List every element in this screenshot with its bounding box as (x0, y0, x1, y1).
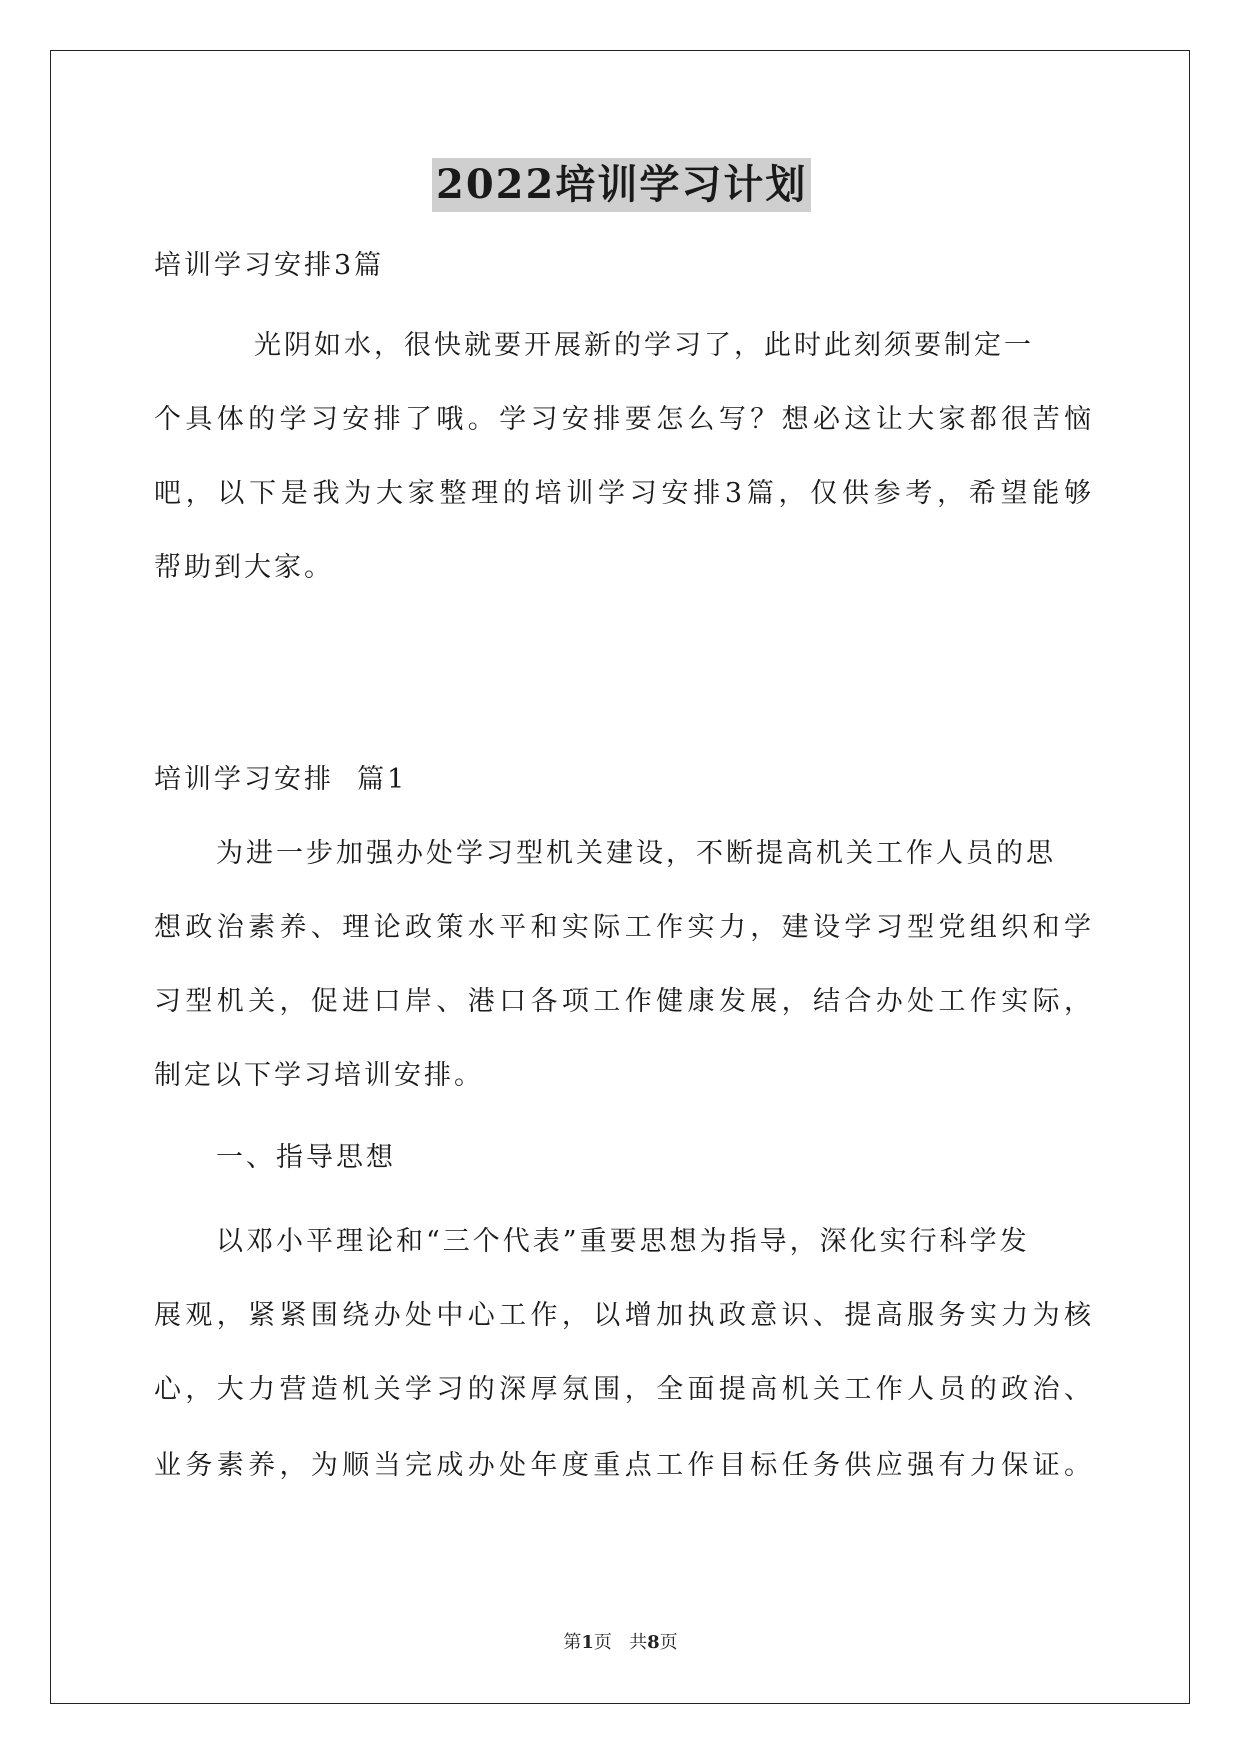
page-footer (0, 1628, 1241, 1654)
intro-line-1: 光阴如水，很快就要开展新的学习了，此时此刻须要制定一 (254, 330, 1034, 361)
footer-total-pages: 8 (647, 1632, 660, 1653)
para1-line-1: 为进一步加强办处学习型机关建设，不断提高机关工作人员的思 (216, 838, 1056, 869)
section-heading: 培训学习安排 篇1 (154, 764, 408, 795)
para1-line-3: 习型机关，促进口岸、港口各项工作健康发展，结合办处工作实际， (154, 986, 1094, 1017)
footer-page-mid: 页 共 (593, 1632, 648, 1653)
intro-line-3: 吧，以下是我为大家整理的培训学习安排3篇，仅供参考，希望能够 (154, 478, 1094, 509)
para2-line-1: 以邓小平理论和“三个代表”重要思想为指导，深化实行科学发 (216, 1226, 1030, 1257)
footer-current-page: 1 (581, 1632, 594, 1653)
subheading-guiding-thought: 一、指导思想 (216, 1142, 396, 1173)
para1-line-2: 想政治素养、理论政策水平和实际工作实力，建设学习型党组织和学 (154, 912, 1094, 943)
para2-line-3: 心，大力营造机关学习的深厚氛围，全面提高机关工作人员的政治、 (154, 1374, 1094, 1405)
document-title: 2022培训学习计划 (432, 158, 811, 212)
footer-page-prefix: 第 (563, 1632, 582, 1653)
main-heading: 培训学习安排3篇 (154, 250, 385, 281)
footer-page-suffix: 页 (659, 1632, 678, 1653)
intro-line-2: 个具体的学习安排了哦。学习安排要怎么写？想必这让大家都很苦恼 (154, 404, 1094, 435)
para2-line-4: 业务素养，为顺当完成办处年度重点工作目标任务供应强有力保证。 (154, 1450, 1094, 1481)
para1-line-4: 制定以下学习培训安排。 (154, 1060, 484, 1091)
intro-line-4: 帮助到大家。 (154, 552, 334, 583)
para2-line-2: 展观，紧紧围绕办处中心工作，以增加执政意识、提高服务实力为核 (154, 1300, 1094, 1331)
